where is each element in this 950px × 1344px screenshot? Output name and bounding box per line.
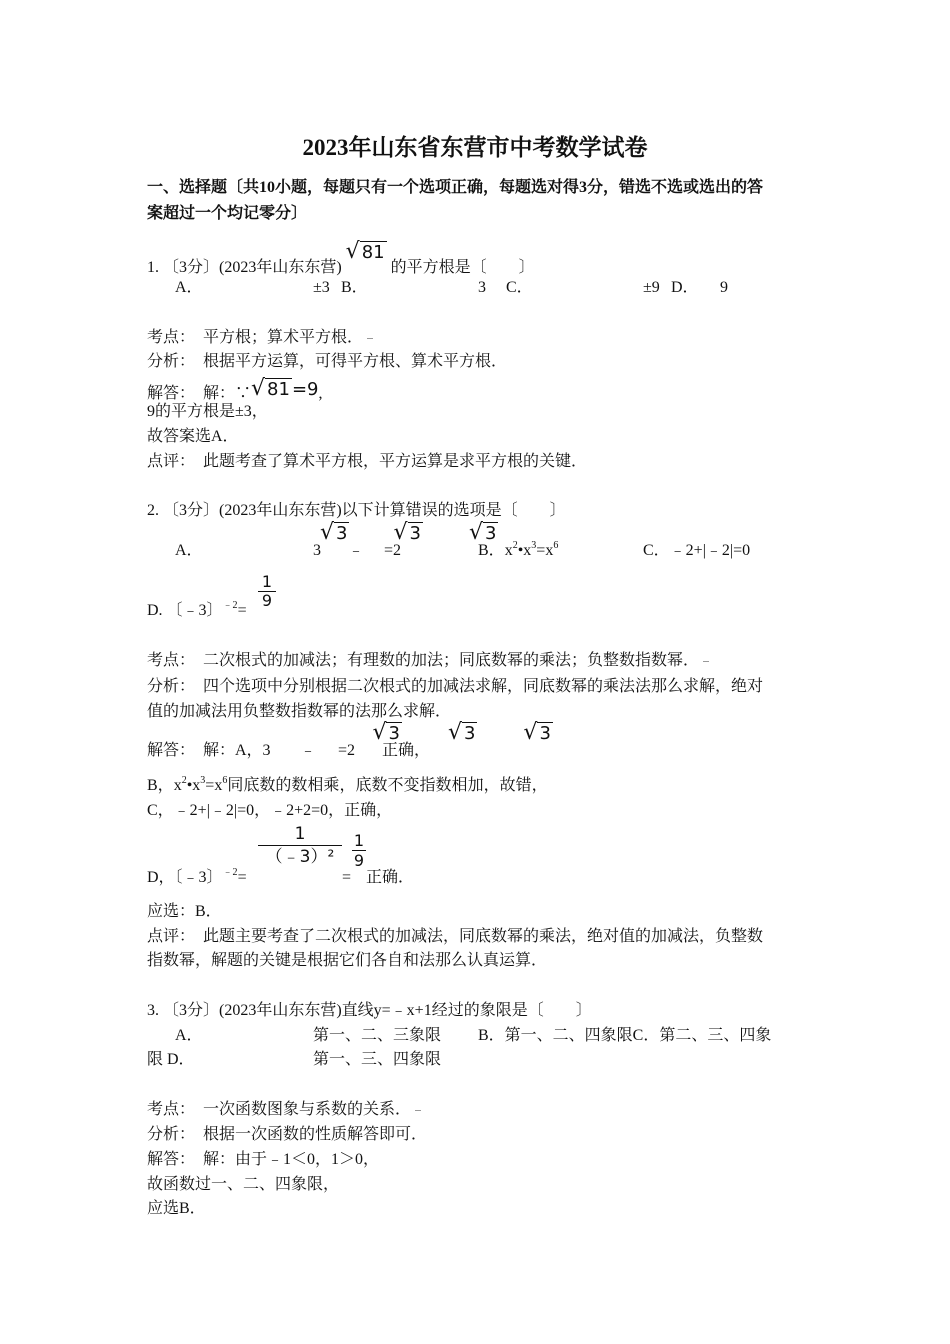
q2-dianping-line1: 点评： 此题主要考查了二次根式的加减法，同底数幂的乘法，绝对值的加减法，负整数 [147,928,764,945]
q2-jieda-line-d-tail: 正确． [366,869,415,886]
q2-jieda-a-tail: 正确， [382,742,431,759]
q2-jieda-eq: =2 [338,742,356,759]
q2-jieda-fraction-small: $\frac{1}{9}$ [353,831,365,870]
q2-option-c: C．﹣2+|﹣2|=0 [643,542,751,559]
radical-sign-icon: √ [393,520,408,545]
q3-option-a-value: 第一、二、三象限 [313,1027,442,1044]
q3-yingxuan: 应选B． [147,1200,206,1217]
section-heading-line2: 案超过一个均记零分〕 [147,205,308,222]
q2-jieda-line-d: D，〔﹣3〕$^{﹣2}$= [147,867,247,886]
radical-sign-icon: √ [372,720,387,745]
q2-jieda-minus: ﹣ [300,742,317,759]
q2-jieda-sqrt-2: √ 3 [447,720,476,745]
q2-option-a-minus: ﹣ [348,542,365,559]
q2-option-d-fraction: $\frac{1}{9}$ [258,573,276,610]
q2-option-b: B．$x^2•x^3=x^6$ [478,540,559,559]
q1-dianping: 点评： 此题考查了算术平方根，平方运算是求平方根的关键． [147,453,588,470]
q3-option-bc: B．第一、二、四象限C．第二、三、四象 [478,1027,772,1044]
page-title: 2023年山东省东营市中考数学试卷 [302,135,648,160]
q2-yingxuan: 应选：B． [147,903,222,920]
radical-sign-icon: √ [523,720,538,745]
q1-option-d-label: D． [671,279,699,296]
q1-jieda: 解答： 解：∵√ 81 =9, [147,376,323,402]
q2-option-a-label: A． [175,542,203,559]
q2-option-a-eq: =2 [384,542,402,559]
q1-stem [147,241,535,278]
q1-jieda-line3: 故答案选A． [147,428,239,445]
q3-stem: 3. 〔3分〕(2023年山东东营)直线y=﹣x+1经过的象限是〔 〕 [147,1002,592,1019]
q1-fenxi: 分析： 根据平方运算，可得平方根、算术平方根． [147,353,508,370]
q1-option-b-value: 3 [478,279,486,296]
q3-kaodian: 考点： 一次函数图象与系数的关系． [147,1100,421,1120]
q1-jieda-line2: 9的平方根是±3， [147,403,268,420]
q1-prefix: 1. 〔3分〕(2023年山东东营) [147,259,342,276]
q2-stem: 2. 〔3分〕(2023年山东东营)以下计算错误的选项是〔 〕 [147,502,566,519]
q3-option-d-value: 第一、三、四象限 [313,1051,442,1068]
q2-fenxi-line1: 分析： 四个选项中分别根据二次根式的加减法求解，同底数幂的乘法法那么求解，绝对 [147,678,764,695]
q3-fenxi: 分析： 根据一次函数的性质解答即可． [147,1126,428,1143]
q2-jieda-sqrt-1: √ 3 [372,720,400,745]
q1-option-d-value: 9 [720,279,728,296]
q1-option-b-label: B． [341,279,368,296]
q1-option-a-label: A． [175,279,203,296]
q1-option-c-label: C． [506,279,533,296]
q2-jieda-sqrt-3: √ 3 [523,720,551,745]
q1-kaodian: 考点： 平方根；算术平方根． [147,328,373,348]
q1-suffix: 的平方根是〔 〕 [390,259,535,276]
radical-sign-icon: √ [468,520,483,545]
q3-option-a-label: A． [175,1027,203,1044]
q2-option-a-coef: 3 [313,542,321,559]
q1-option-c-value: ±9 [643,279,660,296]
q2-kaodian: 考点： 二次根式的加减法；有理数的加法；同底数幂的乘法；负整数指数幂． [147,651,709,671]
q2-jieda-line-b: B，$x^2•x^3=x^6$同底数的数相乘，底数不变指数相加，故错， [147,775,548,794]
q2-jieda-line-c: C，﹣2+|﹣2|=0，﹣2+2=0，正确， [147,802,393,819]
q1-radicand: 81 [361,242,385,263]
radical-sign-icon: √ [320,520,335,545]
q2-fenxi-line2: 值的加减法用负整数指数幂的法那么求解． [147,703,452,720]
q3-jieda: 解答： 解：由于﹣1＜0，1＞0， [147,1151,380,1168]
q1-jieda-sqrt: √ 81 [251,376,290,401]
q2-jieda-line-d-eq2: = [342,869,352,886]
q2-option-a-sqrt-2: √ 3 [393,520,421,545]
q3-option-d-prefix: 限 D． [147,1051,195,1068]
q2-jieda-fraction-big: $\frac{1}{\text{（﹣3）²}}$ [258,823,342,868]
radical-sign-icon: √ [345,239,360,264]
q2-dianping-line2: 指数幂，解题的关键是根据它们各自和法那么认真运算． [147,952,548,969]
radical-sign-icon: √ [447,720,462,745]
q2-option-a-sqrt-1: √ 3 [320,520,348,545]
q1-sqrt [346,241,387,264]
q2-jieda-prefix: 解答： 解：A，3 [147,742,271,759]
q2-option-a-sqrt-3: √ 3 [468,520,497,545]
radical-sign-icon: √ [251,376,266,401]
q1-option-a-value: ±3 [313,279,330,296]
section-heading-line1: 一、选择题〔共10小题，每题只有一个选项正确，每题选对得3分，错选不选或选出的答 [147,179,764,196]
q2-option-d: D. 〔﹣3〕$^{﹣2}$= [147,600,247,619]
q3-jieda-line2: 故函数过一、二、四象限， [147,1176,340,1193]
